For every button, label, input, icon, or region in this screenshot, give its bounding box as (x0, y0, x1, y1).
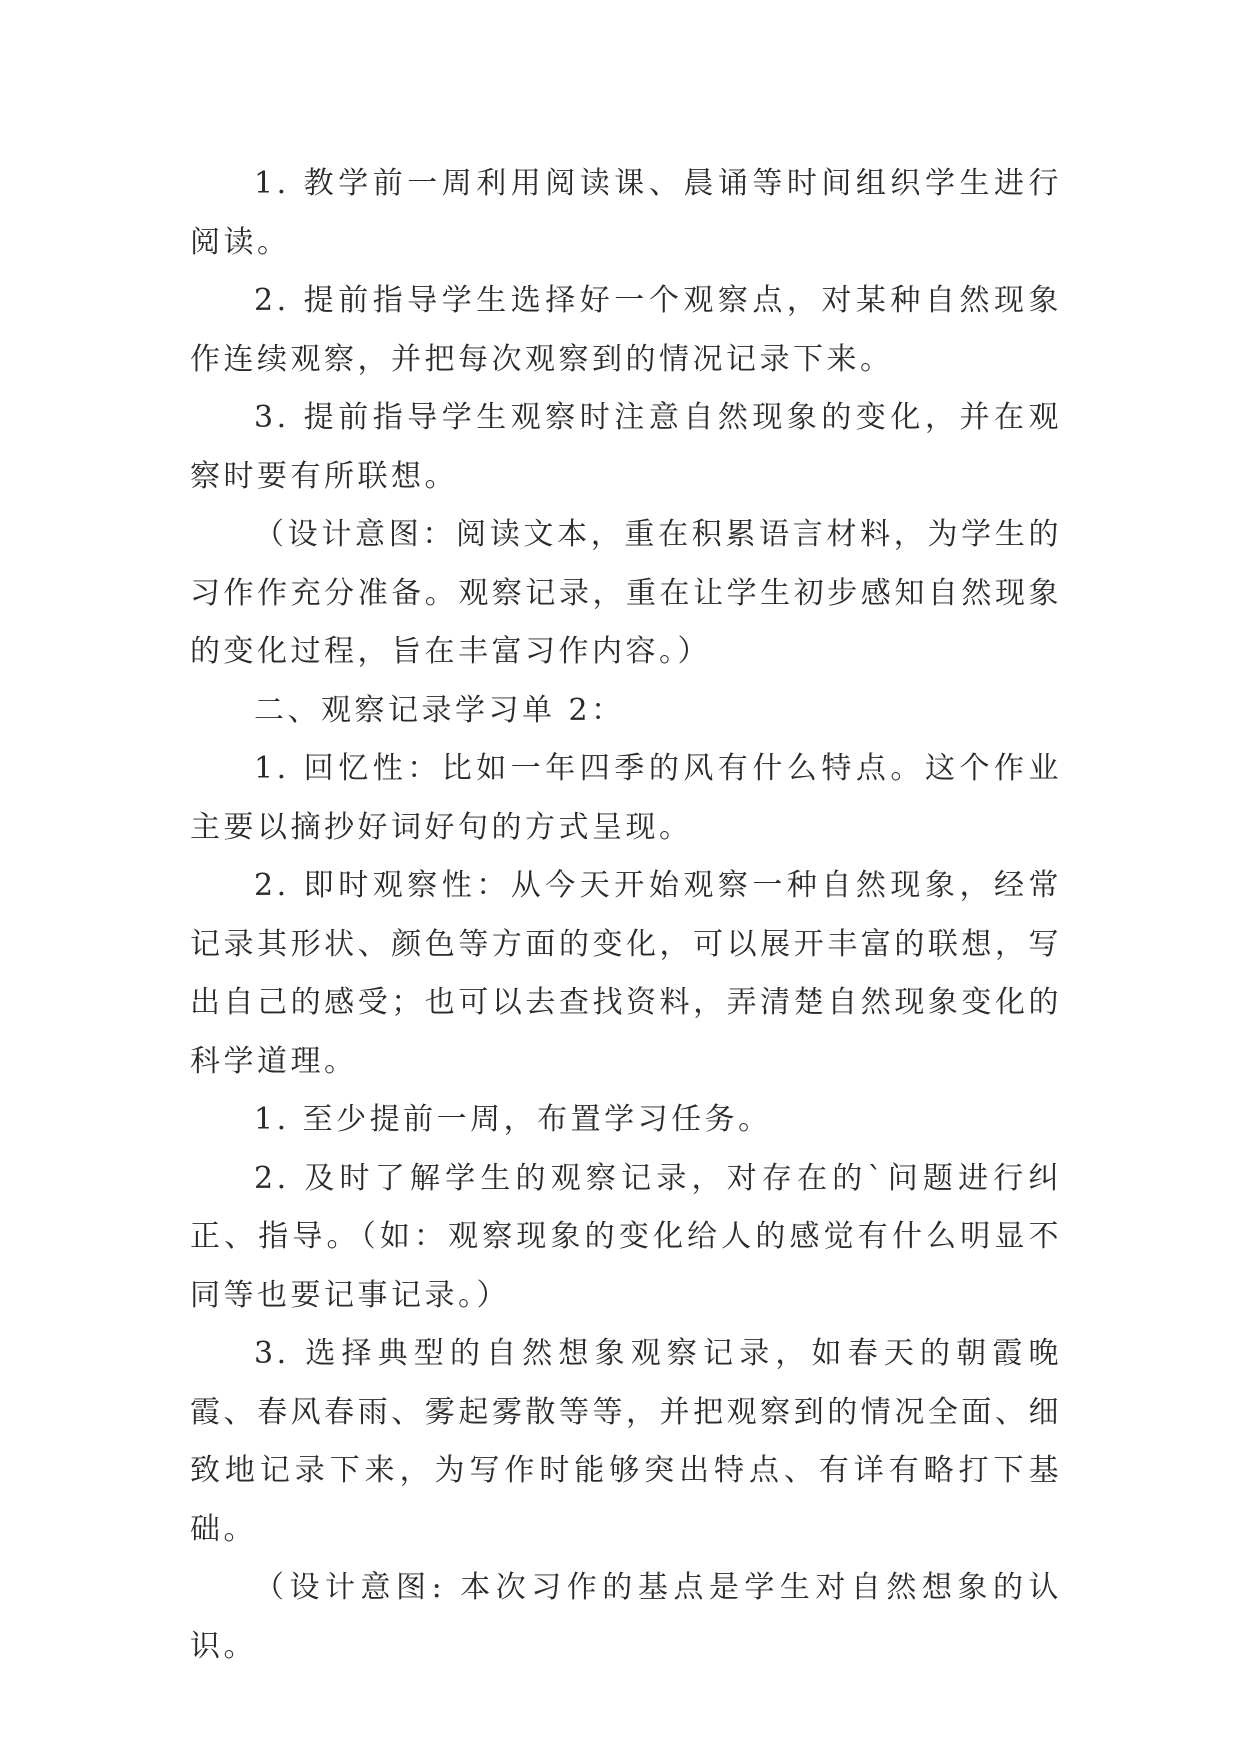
document-body (190, 155, 1062, 1676)
section-heading: 二、观察记录学习单 2： (254, 692, 625, 728)
paragraph: 1. 至少提前一周，布置学习任务。 (254, 1102, 772, 1137)
paragraph: 1. 回忆性：比如一年四季的风有什么特点。这个作业主要以摘抄好词好句的方式呈现。 (190, 751, 1062, 845)
paragraph: 3. 选择典型的自然想象观察记录，如春天的朝霞晚霞、春风春雨、雾起雾散等等，并把观察到的情况全面、细致地记录下来，为写作时能够突出特点、有详有略打下基础。 (190, 1336, 1062, 1547)
paragraph: 2. 即时观察性：从今天开始观察一种自然现象，经常记录其形状、颜色等方面的变化，可以展开丰富的联想，写出自己的感受；也可以去查找资料，弄清楚自然现象变化的科学道理。 (190, 868, 1062, 1079)
paragraph: 1. 教学前一周利用阅读课、晨诵等时间组织学生进行阅读。 (190, 166, 1062, 260)
paragraph: 3. 提前指导学生观察时注意自然现象的变化，并在观察时要有所联想。 (190, 400, 1062, 494)
paragraph: （设计意图：阅读文本，重在积累语言材料，为学生的习作作充分准备。观察记录，重在让学生初步感知自然现象的变化过程，旨在丰富习作内容。） (190, 517, 1062, 669)
paragraph: 2. 提前指导学生选择好一个观察点，对某种自然现象作连续观察，并把每次观察到的情况记录下来。 (190, 283, 1062, 377)
paragraph: （设计意图: 本次习作的基点是学生对自然想象的认识。 (190, 1570, 1062, 1664)
paragraph: 2. 及时了解学生的观察记录，对存在的`问题进行纠正、指导。（如：观察现象的变化给人的感觉有什么明显不同等也要记事记录。） (190, 1160, 1062, 1313)
